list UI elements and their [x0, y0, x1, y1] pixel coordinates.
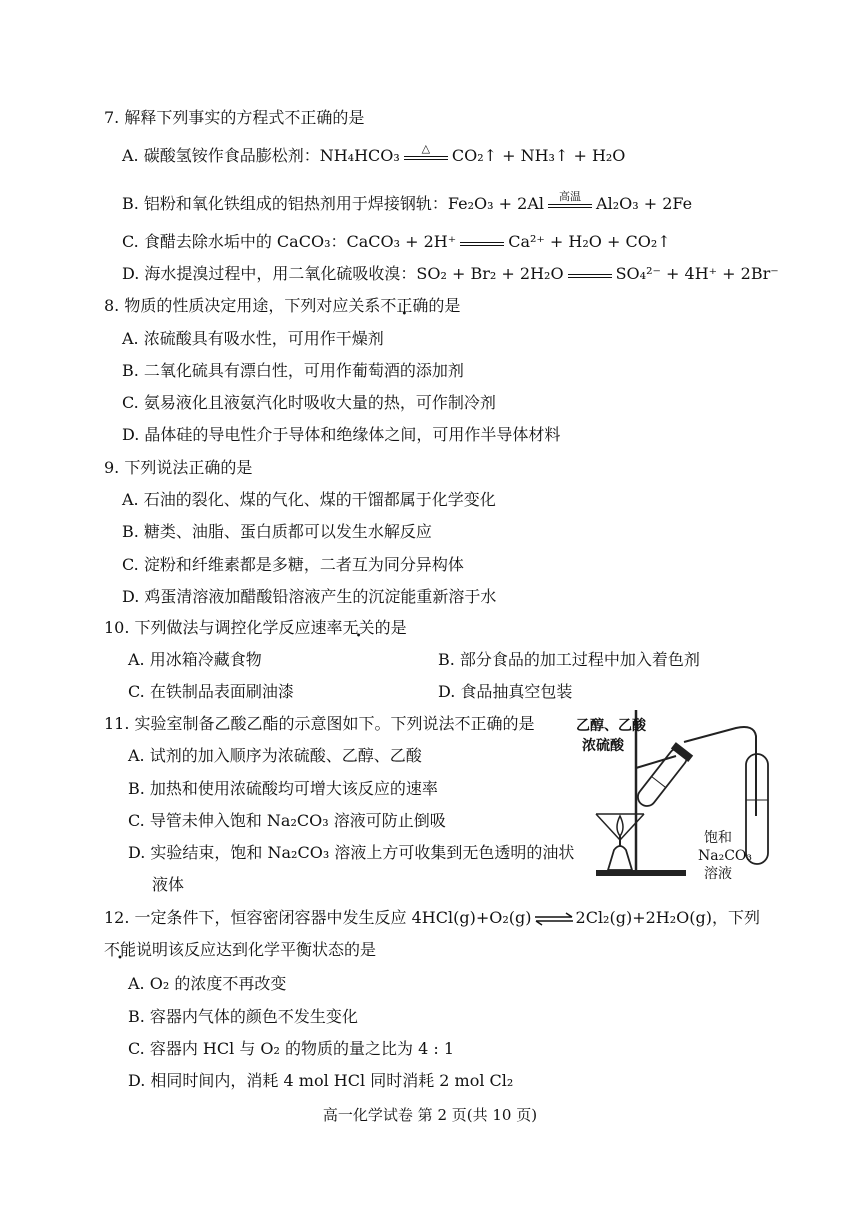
high-temp-condition-arrow — [544, 189, 596, 215]
q10-option-a: A. 用冰箱冷藏食物 — [128, 650, 262, 669]
q12-option-a: A. O₂ 的浓度不再改变 — [128, 974, 287, 993]
q7-a-products: CO₂↑ + NH₃↑ + H₂O — [451, 146, 626, 165]
q10-option-d: D. 食品抽真空包装 — [438, 682, 573, 701]
fig-label-reagents: 乙醇、乙酸 — [576, 718, 646, 734]
q8-stem-pre: 8. 物质的性质决定用途，下列对应关系 — [104, 296, 381, 315]
q9-option-d: D. 鸡蛋清溶液加醋酸铅溶液产生的沉淀能重新溶于水 — [122, 587, 497, 606]
q10-stem-post: 的是 — [374, 618, 407, 637]
q8-stem-post: 的是 — [428, 296, 461, 315]
q11-stem: 11. 实验室制备乙酸乙酯的示意图如下。下列说法不正确的是 — [104, 714, 535, 733]
page-footer: 高一化学试卷 第 2 页(共 10 页) — [322, 1106, 538, 1124]
q10-emphasis: 无关 — [342, 618, 375, 637]
fig-label-saturated: 饱和 — [704, 830, 732, 846]
q10-option-c: C. 在铁制品表面刷油漆 — [128, 682, 294, 701]
q7-d-text: D. 海水提溴过程中，用二氧化硫吸收溴：SO₂ + Br₂ + 2H₂O — [122, 264, 564, 283]
q12-stem-pre: 12. 一定条件下，恒容密闭容器中发生反应 4HCl(g)+O₂(g) — [104, 908, 532, 927]
q7-option-a — [122, 141, 626, 167]
q12-stem-rest: 2Cl₂(g)+2H₂O(g)，下列 — [575, 908, 760, 927]
q8-option-a: A. 浓硫酸具有吸水性，可用作干燥剂 — [122, 329, 384, 348]
q10-stem-pre: 10. 下列做法与调控化学反应速率 — [104, 618, 343, 637]
q11-option-a: A. 试剂的加入顺序为浓硫酸、乙醇、乙酸 — [128, 746, 422, 765]
fig-label-solution: 溶液 — [704, 866, 732, 882]
q11-option-d-cont: 液体 — [152, 875, 185, 894]
q12-emphasis: 不能 — [104, 940, 137, 959]
q11-option-b: B. 加热和使用浓硫酸均可增大该反应的速率 — [128, 779, 438, 798]
q12-stem-line2 — [104, 940, 376, 960]
equals-arrow — [564, 265, 616, 285]
q8-option-b: B. 二氧化硫具有漂白性，可用作葡萄酒的添加剂 — [122, 361, 464, 380]
fig-label-na2co3: Na₂CO₃ — [698, 848, 753, 864]
q8-stem — [104, 296, 460, 316]
q7-b-products: Al₂O₃ + 2Fe — [596, 194, 693, 213]
q8-option-d: D. 晶体硅的导电性介于导体和绝缘体之间，可用作半导体材料 — [122, 425, 561, 444]
q12-option-d: D. 相同时间内，消耗 4 mol HCl 同时消耗 2 mol Cl₂ — [128, 1071, 514, 1090]
q7-c-products: Ca²⁺ + H₂O + CO₂↑ — [508, 232, 671, 251]
q7-option-b — [122, 189, 693, 215]
q12-option-c: C. 容器内 HCl 与 O₂ 的物质的量之比为 4 : 1 — [128, 1039, 455, 1058]
q11-option-d: D. 实验结束，饱和 Na₂CO₃ 溶液上方可收集到无色透明的油状 — [128, 843, 575, 862]
heat-condition-arrow — [400, 141, 452, 167]
q10-stem — [104, 618, 407, 638]
q7-d-products: SO₄²⁻ + 4H⁺ + 2Br⁻ — [615, 264, 779, 283]
q7-option-d — [122, 264, 779, 285]
q7-c-text: C. 食醋去除水垢中的 CaCO₃：CaCO₃ + 2H⁺ — [122, 232, 457, 251]
q9-option-c: C. 淀粉和纤维素都是多糖，二者互为同分异构体 — [122, 555, 464, 574]
q7-option-c — [122, 232, 671, 253]
q7-b-text: B. 铝粉和氧化铁组成的铝热剂用于焊接钢轨：Fe₂O₃ + 2Al — [122, 194, 545, 213]
q12-option-b: B. 容器内气体的颜色不发生变化 — [128, 1007, 358, 1026]
fig-label-acid: 浓硫酸 — [582, 738, 624, 754]
q12-stem — [104, 908, 760, 929]
q9-option-b: B. 糖类、油脂、蛋白质都可以发生水解反应 — [122, 522, 432, 541]
high-temp-label: 高温 — [559, 189, 582, 203]
ester-apparatus-figure — [576, 706, 786, 890]
heat-symbol: △ — [421, 141, 431, 155]
q9-stem: 9. 下列说法正确的是 — [104, 458, 253, 477]
q8-emphasis: 不正确 — [380, 296, 429, 315]
q7-stem: 7. 解释下列事实的方程式不正确的是 — [104, 108, 365, 127]
q7-a-text: A. 碳酸氢铵作食品膨松剂：NH₄HCO₃ — [122, 146, 400, 165]
q10-option-b: B. 部分食品的加工过程中加入着色剂 — [438, 650, 700, 669]
q9-option-a: A. 石油的裂化、煤的气化、煤的干馏都属于化学变化 — [122, 490, 496, 509]
reversible-arrow — [532, 909, 576, 929]
q8-option-c: C. 氨易液化且液氨汽化时吸收大量的热，可作制冷剂 — [122, 393, 496, 412]
q11-option-c: C. 导管未伸入饱和 Na₂CO₃ 溶液可防止倒吸 — [128, 811, 446, 830]
equals-arrow — [456, 233, 508, 253]
q12-stem2-post: 说明该反应达到化学平衡状态的是 — [136, 940, 377, 959]
